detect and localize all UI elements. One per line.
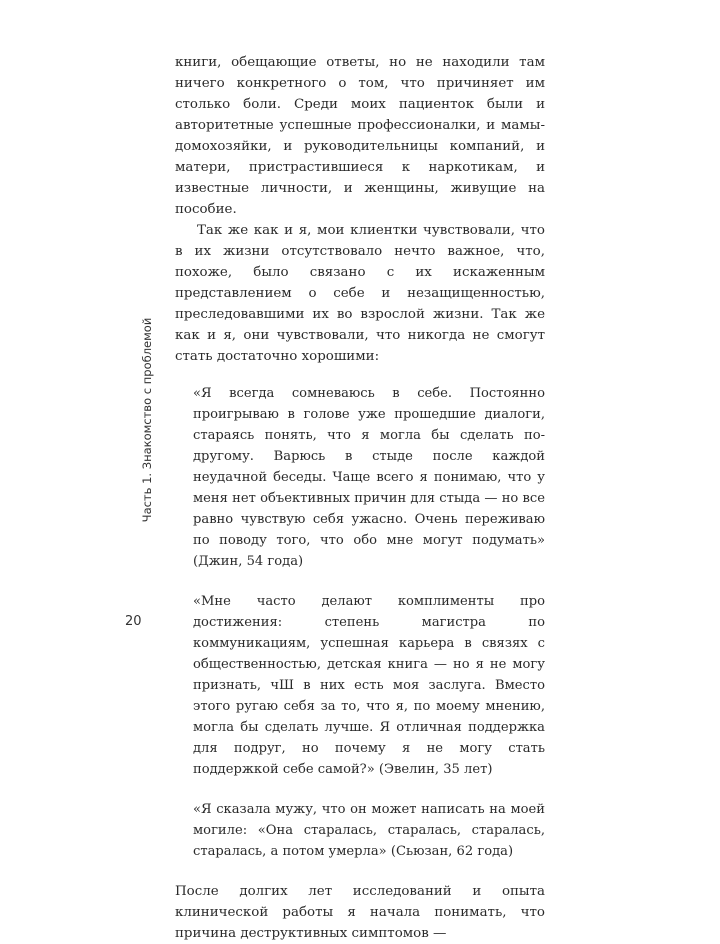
paragraph-research-conclusion: После долгих лет исследований и опыта клинической работы я начала понимать, что причина деструктивных симптомов — [175,884,545,941]
page-number: 20 [125,614,142,629]
body-text [175,52,545,944]
quote-evelyn: «Мне часто делают комплименты про достижения: степень магистра по коммуникациям, успешная карьера в связях с общественностью, детская книга — но я не могу признать, чШ в них есть моя заслуга. Вместо этого ругаю себя за то, что я, по моему мнению, могла бы сделать лучше. Я отличная поддержка для подруг, но почему я не могу стать поддержкой себе самой?» (Эвелин, 35 лет) [193,594,545,777]
paragraph-intro-continuation: книги, обещающие ответы, но не находили там ничего конкретного о том, что причиняет им столько боли. Среди моих пациенток были и авторитетные успешные профессионалки, и мамы-домохозяйки, и руководительницы компаний, и матери, пристрастившиеся к наркотикам, и известные личности, и женщины, живущие на пособие. [175,55,545,217]
quote-susan: «Я сказала мужу, что он может написать на моей могиле: «Она старалась, старалась, старалась, старалась, а потом умерла» (Сьюзан, 62 года) [193,802,545,859]
paragraph-clients-feelings: Так же как и я, мои клиентки чувствовали, что в их жизни отсутствовало нечто важное, что, похоже, было связано с их искаженным представлением о себе и незащищенностью, преследовавшими их во взрослой жизни. Так же как и я, они чувствовали, что никогда не смогут стать достаточно хорошими: [175,223,545,364]
quote-jean: «Я всегда сомневаюсь в себе. Постоянно проигрываю в голове уже прошедшие диалоги, стараясь понять, что я могла бы сделать по-другому. Варюсь в стыде после каждой неудачной беседы. Чаще всего я понимаю, что у меня нет объективных причин для стыда — но все равно чувствую себя ужасно. Очень переживаю по поводу того, что обо мне могут подумать» (Джин, 54 года) [193,386,545,569]
running-head: Часть 1. Знакомство с проблемой [140,317,154,523]
